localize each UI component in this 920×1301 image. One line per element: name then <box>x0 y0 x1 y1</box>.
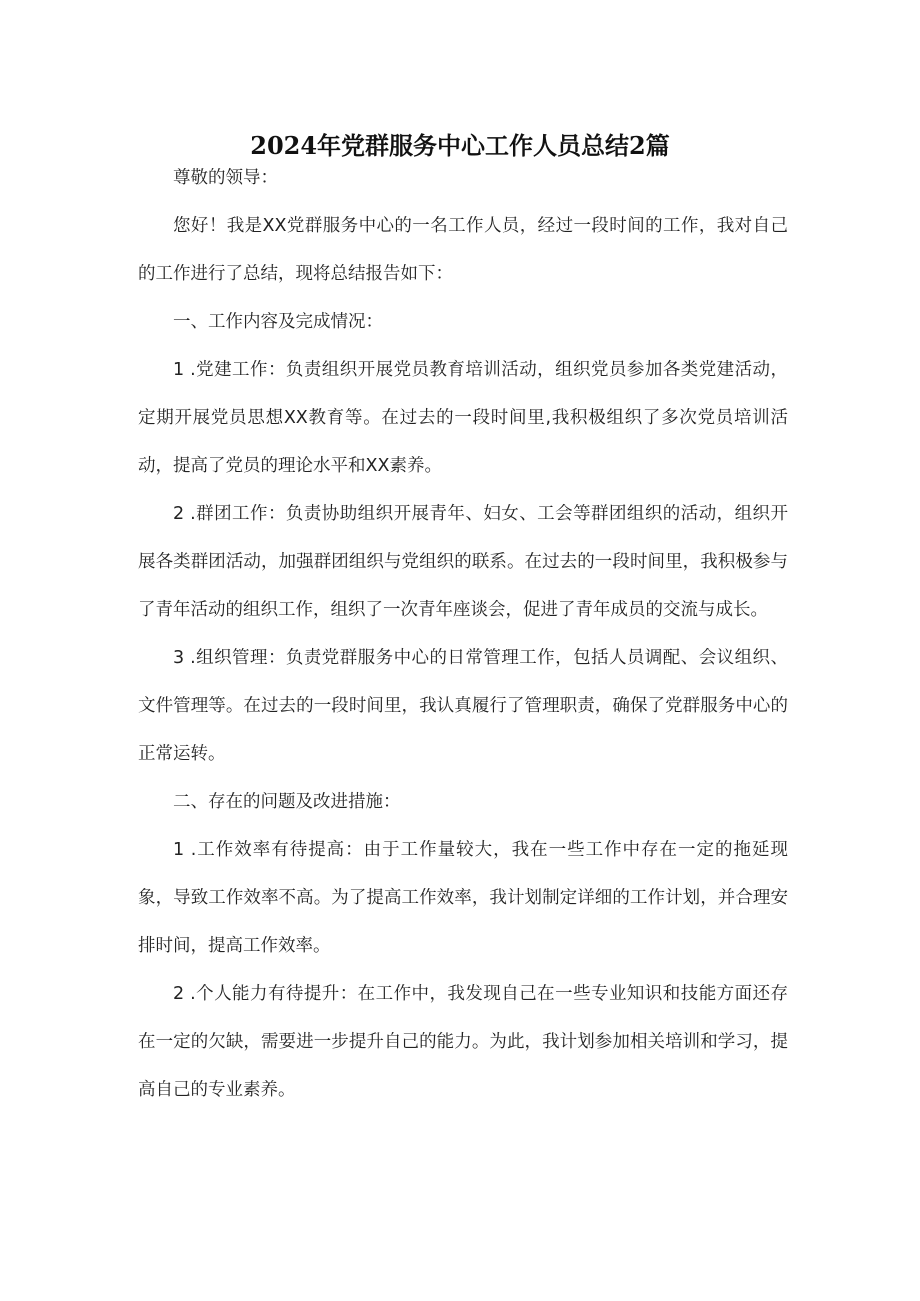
section-heading-2: 二、存在的问题及改进措施： <box>173 792 401 812</box>
salutation: 尊敬的领导： <box>173 168 278 188</box>
section-2-item-2: 2 .个人能力有待提升：在工作中，我发现自己在一些专业知识和技能方面还存在一定的欠缺，需要进一步提升自己的能力。为此，我计划参加相关培训和学习，提高自己的专业素养。 <box>138 984 788 1100</box>
section-heading-1: 一、工作内容及完成情况： <box>173 312 383 332</box>
document-body <box>138 154 788 1114</box>
intro-paragraph: 您好！我是XX党群服务中心的一名工作人员，经过一段时间的工作，我对自己的工作进行了总结，现将总结报告如下： <box>138 216 788 284</box>
section-1-item-2: 2 .群团工作：负责协助组织开展青年、妇女、工会等群团组织的活动，组织开展各类群团活动，加强群团组织与党组织的联系。在过去的一段时间里，我积极参与了青年活动的组织工作，组织了一次青年座谈会，促进了青年成员的交流与成长。 <box>138 504 788 620</box>
document-title: 2024年党群服务中心工作人员总结2篇 <box>250 131 670 160</box>
section-2-item-1: 1 .工作效率有待提高：由于工作量较大，我在一些工作中存在一定的拖延现象，导致工作效率不高。为了提高工作效率，我计划制定详细的工作计划，并合理安排时间，提高工作效率。 <box>138 840 788 956</box>
section-1-item-3: 3 .组织管理：负责党群服务中心的日常管理工作，包括人员调配、会议组织、文件管理等。在过去的一段时间里，我认真履行了管理职责，确保了党群服务中心的正常运转。 <box>138 648 788 764</box>
section-1-item-1: 1 .党建工作：负责组织开展党员教育培训活动，组织党员参加各类党建活动，定期开展党员思想XX教育等。在过去的一段时间里,我积极组织了多次党员培训活动，提高了党员的理论水平和XX素养。 <box>138 360 788 476</box>
